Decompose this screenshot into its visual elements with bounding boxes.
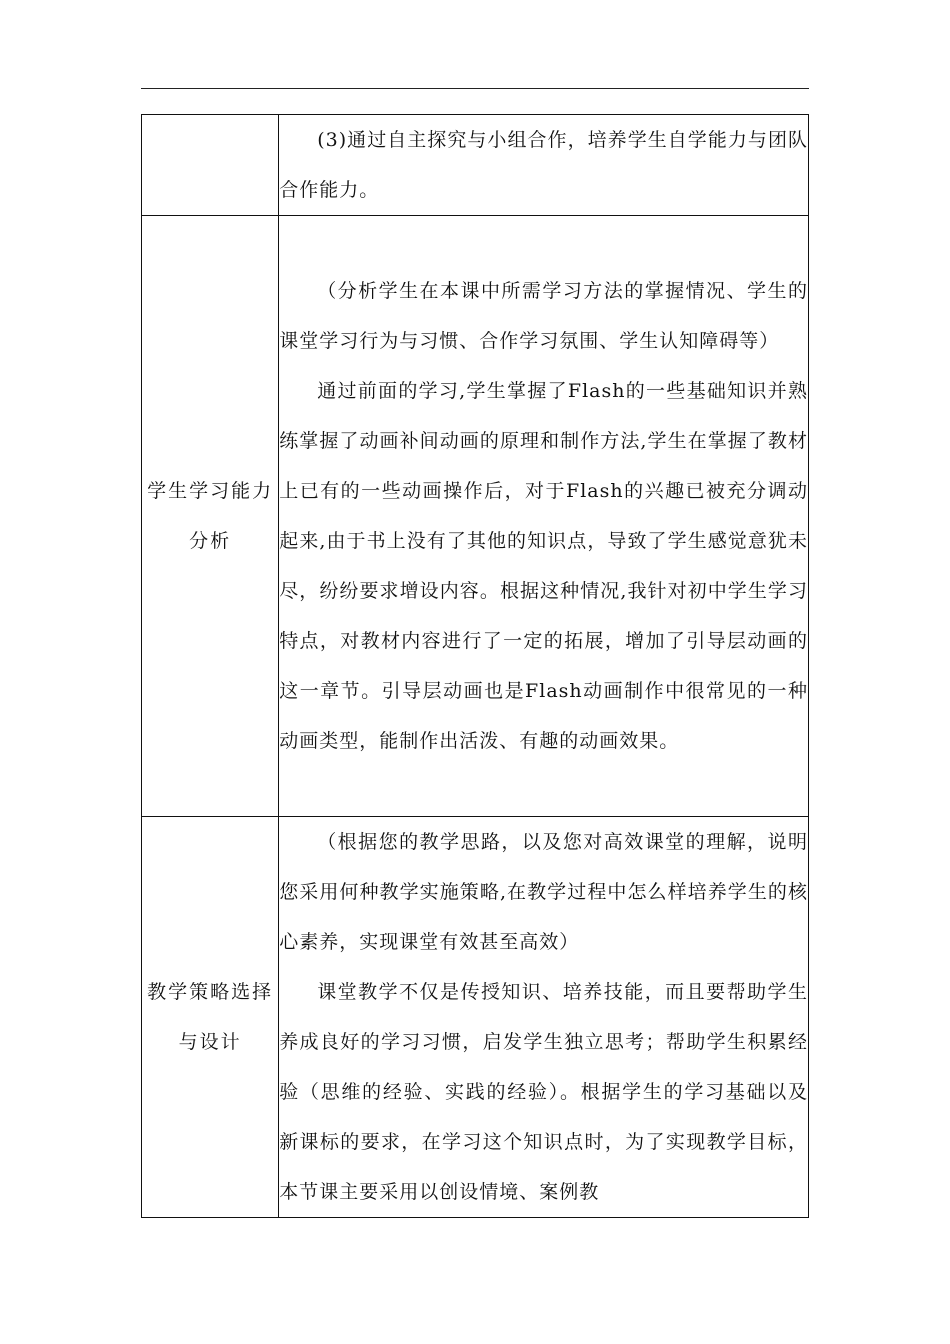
row-label-cell bbox=[142, 817, 279, 1218]
lesson-plan-table bbox=[141, 114, 809, 1218]
paragraph: 课堂教学不仅是传授知识、培养技能，而且要帮助学生养成良好的学习习惯，启发学生独立思考；帮助学生积累经验（思维的经验、实践的经验）。根据学生的学习基础以及新课标的要求，在学习这个知识点时，为了实现教学目标，本节课主要采用以创设情境、案例教 bbox=[279, 981, 808, 1203]
row-content-cell bbox=[279, 115, 809, 216]
row-content-cell bbox=[279, 216, 809, 817]
table-row bbox=[142, 115, 809, 216]
row-label-cell bbox=[142, 115, 279, 216]
row-label: 教学策略选择与设计 bbox=[147, 981, 274, 1053]
table-row bbox=[142, 817, 809, 1218]
header-rule bbox=[141, 88, 809, 89]
paragraph: 通过前面的学习,学生掌握了Flash的一些基础知识并熟练掌握了动画补间动画的原理和制作方法,学生在掌握了教材上已有的一些动画操作后，对于Flash的兴趣已被充分调动起来,由于书上没有了其他的知识点，导致了学生感觉意犹未尽，纷纷要求增设内容。根据这种情况,我针对初中学生学习特点，对教材内容进行了一定的拓展，增加了引导层动画的这一章节。引导层动画也是Flash动画制作中很常见的一种动画类型，能制作出活泼、有趣的动画效果。 bbox=[279, 380, 808, 752]
row-label: 学生学习能力分析 bbox=[147, 480, 274, 552]
paragraph: (3)通过自主探究与小组合作，培养学生自学能力与团队合作能力。 bbox=[279, 129, 808, 201]
row-label-cell bbox=[142, 216, 279, 817]
paragraph: （根据您的教学思路，以及您对高效课堂的理解，说明您采用何种教学实施策略,在教学过程中怎么样培养学生的核心素养，实现课堂有效甚至高效） bbox=[279, 831, 808, 953]
row-content-cell bbox=[279, 817, 809, 1218]
table-row bbox=[142, 216, 809, 817]
paragraph: （分析学生在本课中所需学习方法的掌握情况、学生的课堂学习行为与习惯、合作学习氛围、学生认知障碍等） bbox=[279, 280, 808, 352]
